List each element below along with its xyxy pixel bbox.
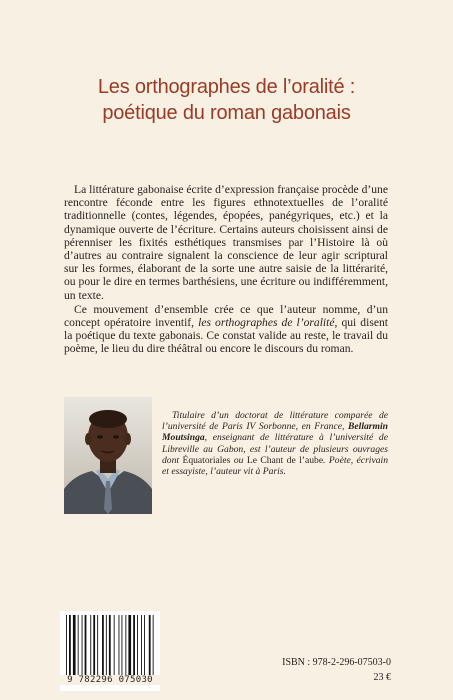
author-portrait-image <box>64 397 152 514</box>
blurb <box>64 183 388 356</box>
bio-intro: Titulaire d’un doctorat de littérature comparée de l’université de Paris IV Sorbonne, en France, <box>162 410 388 433</box>
blurb-paragraph-2-end: , qui disent la poétique du texte gabonais. Ce constat valide au reste, le travail du poème, le lieu du dire théâtral ou encore le discours du roman. <box>64 316 388 356</box>
barcode-digits: 9 782296 075030 <box>60 675 160 685</box>
title-line-2: poétique du roman gabonais <box>102 102 351 124</box>
bio-middle: , enseignant de littérature à l’université de Libreville au Gabon, est l’auteur de plusieurs ouvrages dont <box>162 432 388 466</box>
isbn-number: ISBN : 978-2-296-07503-0 <box>282 657 391 668</box>
title-line-1: Les orthographes de l’oralité : <box>97 76 356 98</box>
blurb-paragraph-2 <box>64 303 388 356</box>
bio-conjunction: ou <box>230 454 247 466</box>
author-photo <box>64 397 152 514</box>
bio-end: . Poète, écrivain et essayiste, l’auteur vit à Paris. <box>162 454 388 478</box>
blurb-paragraph-2-start: Ce mouvement d’ensemble crée ce que l’auteur nomme, d’un concept opératoire inventif, <box>64 302 388 330</box>
author-bio <box>162 410 388 477</box>
author-name: Bellarmin Moutsinga <box>162 421 388 444</box>
book-title <box>0 74 453 126</box>
price: 23 € <box>373 672 391 683</box>
concept-term: les orthographes de l’oralité <box>198 316 335 330</box>
isbn-block <box>282 655 391 685</box>
work-title-2: Le Chant de l’aube <box>246 454 324 466</box>
work-title-1: Équatoriales <box>182 454 231 466</box>
blurb-paragraph-1: La littérature gabonaise écrite d’expression française procède d’une rencontre féconde entre les figures ethnotextuelles de l’oralité traditionnelle (contes, légendes, épopées, panégyriques, etc.) et la dynamique ouverte de l’écriture. Certains auteurs choisissent ainsi de pérenniser les fixités esthétiques transmises par l’Histoire là où d’autres au contraire signalent la conscience de leur agir scriptural sur les formes, élaborant de la sorte une autre saisie de la littérarité, ou pour le dire en termes barthésiens, une écriture ou indifféremment, un texte. <box>64 183 388 302</box>
